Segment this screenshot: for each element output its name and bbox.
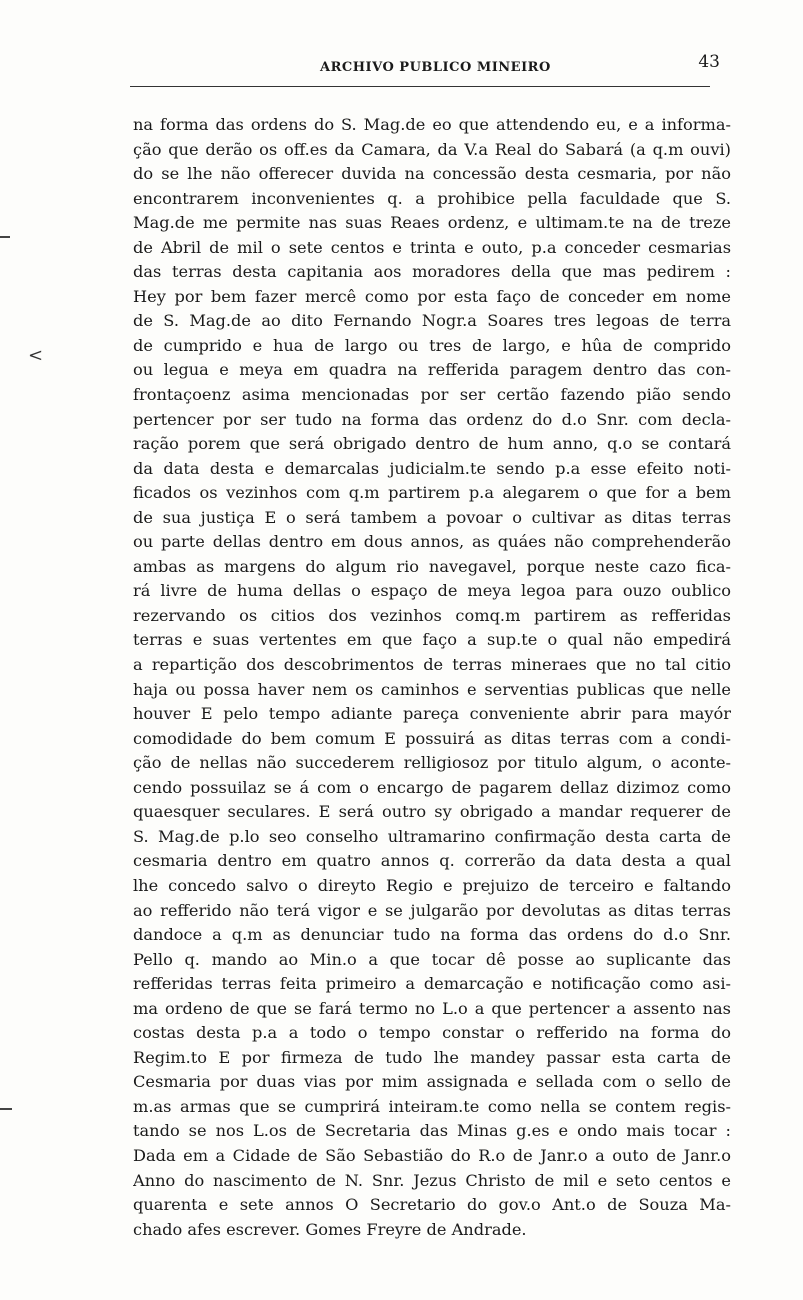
page-number: 43 (698, 52, 720, 72)
text-line: de cumprido e hua de largo ou tres de largo, e hûa de comprido (133, 335, 731, 355)
text-line: quaesquer seculares. E será outro sy obrigado a mandar requerer de (133, 802, 731, 822)
text-line: ao refferido não terá vigor e se julgarão por devolutas as ditas terras (133, 900, 731, 920)
text-line: ficados os vezinhos com q.m partirem p.a alegarem o que for a bem (133, 483, 731, 503)
text-line: ma ordeno de que se fará termo no L.o a que pertencer a assento nas (133, 998, 731, 1018)
text-line: haja ou possa haver nem os caminhos e serventias publicas que nelle (133, 679, 731, 699)
text-line: Pello q. mando ao Min.o a que tocar dê posse ao suplicante das (133, 949, 731, 969)
text-line: Regim.to E por firmeza de tudo lhe mandey passar esta carta de (133, 1047, 731, 1067)
text-line: ou legua e meya em quadra na refferida paragem dentro das con- (133, 360, 731, 380)
body-text (133, 113, 731, 1242)
text-line: de S. Mag.de ao dito Fernando Nogr.a Soares tres legoas de terra (133, 311, 731, 331)
text-line: chado afes escrever. Gomes Freyre de Andrade. (133, 1219, 527, 1239)
text-line: ção de nellas não succederem relligiosoz por titulo algum, o aconte- (133, 753, 731, 773)
text-line: houver E pelo tempo adiante pareça conveniente abrir para mayór (133, 704, 731, 724)
text-line: S. Mag.de p.lo seo conselho ultramarino confirmação desta carta de (133, 826, 731, 846)
text-line: rá livre de huma dellas o espaço de meya legoa para ouzo oublico (133, 581, 731, 601)
text-line: Dada em a Cidade de São Sebastião do R.o de Janr.o a outo de Janr.o (133, 1145, 731, 1165)
text-line: cesmaria dentro em quatro annos q. correrão da data desta a qual (133, 851, 731, 871)
page-header (130, 52, 720, 84)
text-line: terras e suas vertentes em que faço a sup.te o qual não empedirá (133, 630, 731, 650)
text-line: costas desta p.a a todo o tempo constar o refferido na forma do (133, 1023, 731, 1043)
margin-tick-mark (0, 1108, 12, 1110)
text-line: encontrarem inconvenientes q. a prohibice pella faculdade que S. (133, 188, 731, 208)
text-line: de sua justiça E o será tambem a povoar o cultivar as ditas terras (133, 507, 731, 527)
text-line: do se lhe não offerecer duvida na concessão desta cesmaria, por não (133, 164, 731, 184)
text-line: dandoce a q.m as denunciar tudo na forma das ordens do d.o Snr. (133, 925, 731, 945)
header-rule (130, 86, 710, 87)
text-line: rezervando os citios dos vezinhos comq.m partirem as refferidas (133, 605, 731, 625)
text-line: ou parte dellas dentro em dous annos, as quáes não comprehenderão (133, 532, 731, 552)
text-line: ção que derão os off.es da Camara, da V.a Real do Sabará (a q.m ouvi) (133, 139, 731, 159)
text-line: Mag.de me permite nas suas Reaes ordenz, e ultimam.te na de treze (133, 213, 731, 233)
text-line: das terras desta capitania aos moradores della que mas pedirem : (133, 262, 731, 282)
text-line: ração porem que será obrigado dentro de hum anno, q.o se contará (133, 434, 731, 454)
text-line: cendo possuilaz se á com o encargo de pagarem dellaz dizimoz como (133, 777, 731, 797)
text-line: na forma das ordens do S. Mag.de eo que attendendo eu, e a informa- (133, 115, 731, 134)
text-line: a repartição dos descobrimentos de terras mineraes que no tal citio (133, 655, 731, 675)
margin-tick-mark (0, 236, 10, 238)
text-line: Cesmaria por duas vias por mim assignada e sellada com o sello de (133, 1072, 731, 1092)
text-line: refferidas terras feita primeiro a demarcação e notificação como asi- (133, 974, 731, 994)
running-title: ARCHIVO PUBLICO MINEIRO (320, 60, 551, 75)
text-line: lhe concedo salvo o direyto Regio e prejuizo de terceiro e faltando (133, 875, 731, 895)
text-line: da data desta e demarcalas judicialm.te sendo p.a esse efeito noti- (133, 458, 731, 478)
text-line: Hey por bem fazer mercê como por esta faço de conceder em nome (133, 286, 731, 306)
margin-mark: < (28, 345, 44, 366)
text-line: tando se nos L.os de Secretaria das Minas g.es e ondo mais tocar : (133, 1121, 731, 1141)
text-line: ambas as margens do algum rio navegavel, porque neste cazo fica- (133, 556, 731, 576)
text-line: de Abril de mil o sete centos e trinta e outo, p.a conceder cesmarias (133, 237, 731, 257)
text-line: Anno do nascimento de N. Snr. Jezus Christo de mil e seto centos e (133, 1170, 731, 1190)
text-line: m.as armas que se cumprirá inteiram.te como nella se contem regis- (133, 1096, 731, 1116)
text-line: frontaçoenz asima mencionadas por ser certão fazendo pião sendo (133, 385, 731, 405)
text-line: quarenta e sete annos O Secretario do gov.o Ant.o de Souza Ma- (133, 1195, 731, 1215)
text-line: comodidade do bem comum E possuirá as ditas terras com a condi- (133, 728, 731, 748)
text-line: pertencer por ser tudo na forma das ordenz do d.o Snr. com decla- (133, 409, 731, 429)
